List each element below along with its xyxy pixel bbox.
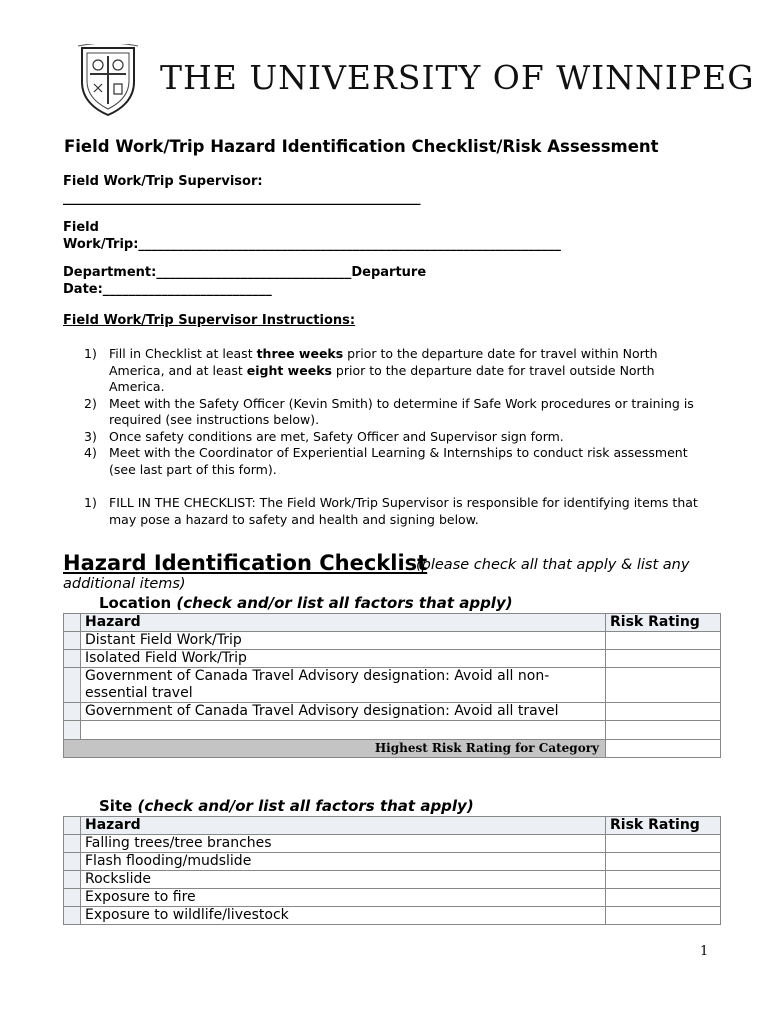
row-checkbox[interactable] — [64, 853, 81, 871]
university-name: THE UNIVERSITY OF WINNIPEG — [160, 58, 755, 97]
risk-rating-cell[interactable] — [606, 853, 721, 871]
table-row — [64, 650, 721, 668]
instruction-step — [84, 396, 704, 429]
row-checkbox[interactable] — [64, 871, 81, 889]
instructions-heading: Field Work/Trip Supervisor Instructions: — [63, 313, 356, 328]
row-checkbox[interactable] — [64, 835, 81, 853]
hazard-cell: Isolated Field Work/Trip — [81, 650, 606, 668]
hazard-cell: Government of Canada Travel Advisory designation: Avoid all non-essential travel — [81, 668, 606, 703]
university-crest-icon — [76, 44, 140, 118]
row-checkbox[interactable] — [64, 650, 81, 668]
hazard-cell: Falling trees/tree branches — [81, 835, 606, 853]
checklist-instruction — [84, 495, 704, 528]
row-checkbox[interactable] — [64, 907, 81, 925]
summary-row — [64, 740, 721, 758]
step-number: 3) — [84, 428, 97, 444]
site-heading: Site (check and/or list all factors that apply) — [99, 797, 474, 815]
table-row — [64, 703, 721, 721]
risk-rating-cell[interactable] — [606, 721, 721, 740]
table-header-row — [64, 614, 721, 632]
table-row — [64, 721, 721, 740]
step-text: prior to the departure date for travel within North America, and at least — [109, 346, 658, 378]
hazard-cell: Exposure to fire — [81, 889, 606, 907]
step-number: 1) — [84, 346, 97, 361]
table-row — [64, 889, 721, 907]
location-table — [63, 613, 721, 758]
col-hazard: Hazard — [81, 614, 606, 632]
site-table — [63, 816, 721, 925]
risk-rating-cell[interactable] — [606, 907, 721, 925]
table-row — [64, 632, 721, 650]
row-checkbox[interactable] — [64, 632, 81, 650]
department-line[interactable]: Department:______________________________Departure — [63, 265, 427, 280]
step-text: Meet with the Safety Officer (Kevin Smith) to determine if Safe Work procedures or training is required (see instructions below). — [109, 395, 694, 427]
hazard-cell: Flash flooding/mudslide — [81, 853, 606, 871]
hazard-cell: Rockslide — [81, 871, 606, 889]
col-risk-rating: Risk Rating — [606, 817, 721, 835]
table-row — [64, 853, 721, 871]
step-number: 4) — [84, 445, 97, 460]
page-number: 1 — [700, 944, 709, 959]
step-emphasis: eight weeks — [246, 362, 332, 378]
risk-rating-cell[interactable] — [606, 871, 721, 889]
row-checkbox[interactable] — [64, 668, 81, 703]
table-row — [64, 907, 721, 925]
hazard-cell-blank[interactable] — [81, 721, 606, 740]
fieldtrip-line[interactable]: Work/Trip:_________________________________________________________________ — [63, 237, 561, 252]
location-heading: Location (check and/or list all factors that apply) — [99, 594, 513, 612]
risk-rating-cell[interactable] — [606, 632, 721, 650]
row-checkbox[interactable] — [64, 889, 81, 907]
table-row — [64, 835, 721, 853]
col-hazard: Hazard — [81, 817, 606, 835]
step-emphasis: three weeks — [256, 346, 344, 361]
table-row — [64, 871, 721, 889]
departure-date-line[interactable]: Date:__________________________ — [63, 282, 272, 297]
row-checkbox[interactable] — [64, 721, 81, 740]
step-text: Fill in Checklist at least — [109, 346, 257, 361]
hazard-section-subtitle: (please check all that apply & list any — [416, 557, 690, 573]
risk-rating-cell[interactable] — [606, 668, 721, 703]
instruction-step — [84, 445, 704, 478]
hazard-section-title: Hazard Identification Checklist — [63, 551, 428, 575]
risk-rating-cell[interactable] — [606, 889, 721, 907]
supervisor-line[interactable]: _______________________________________________________ — [63, 191, 421, 206]
document-title: Field Work/Trip Hazard Identification Checklist/Risk Assessment — [64, 137, 659, 156]
risk-rating-cell[interactable] — [606, 650, 721, 668]
supervisor-label: Field Work/Trip Supervisor: — [63, 174, 263, 189]
hazard-cell: Exposure to wildlife/livestock — [81, 907, 606, 925]
instruction-step — [84, 346, 704, 396]
instructions-list — [84, 346, 704, 478]
summary-label: Highest Risk Rating for Category — [64, 740, 606, 758]
step-text: FILL IN THE CHECKLIST: The Field Work/Trip Supervisor is responsible for identifying items that may pose a hazard to safety and health and signing below. — [109, 495, 698, 527]
col-risk-rating: Risk Rating — [606, 614, 721, 632]
table-header-row — [64, 817, 721, 835]
row-checkbox[interactable] — [64, 703, 81, 721]
table-row — [64, 668, 721, 703]
risk-rating-cell[interactable] — [606, 703, 721, 721]
hazard-cell: Government of Canada Travel Advisory designation: Avoid all travel — [81, 703, 606, 721]
fieldtrip-label: Field — [63, 220, 99, 235]
step-text: prior to the departure date for travel outside North America. — [109, 362, 655, 394]
step-text: Once safety conditions are met, Safety Officer and Supervisor sign form. — [109, 428, 564, 444]
step-number: 1) — [84, 495, 97, 510]
instruction-step — [84, 429, 704, 446]
hazard-cell: Distant Field Work/Trip — [81, 632, 606, 650]
step-text: Meet with the Coordinator of Experiential Learning & Internships to conduct risk assessment (see last part of this form). — [109, 445, 688, 477]
highest-risk-rating-cell[interactable] — [606, 740, 721, 758]
risk-rating-cell[interactable] — [606, 835, 721, 853]
hazard-section-subtitle-cont: additional items) — [63, 576, 186, 592]
university-crest-logo — [76, 44, 140, 118]
step-number: 2) — [84, 395, 97, 411]
